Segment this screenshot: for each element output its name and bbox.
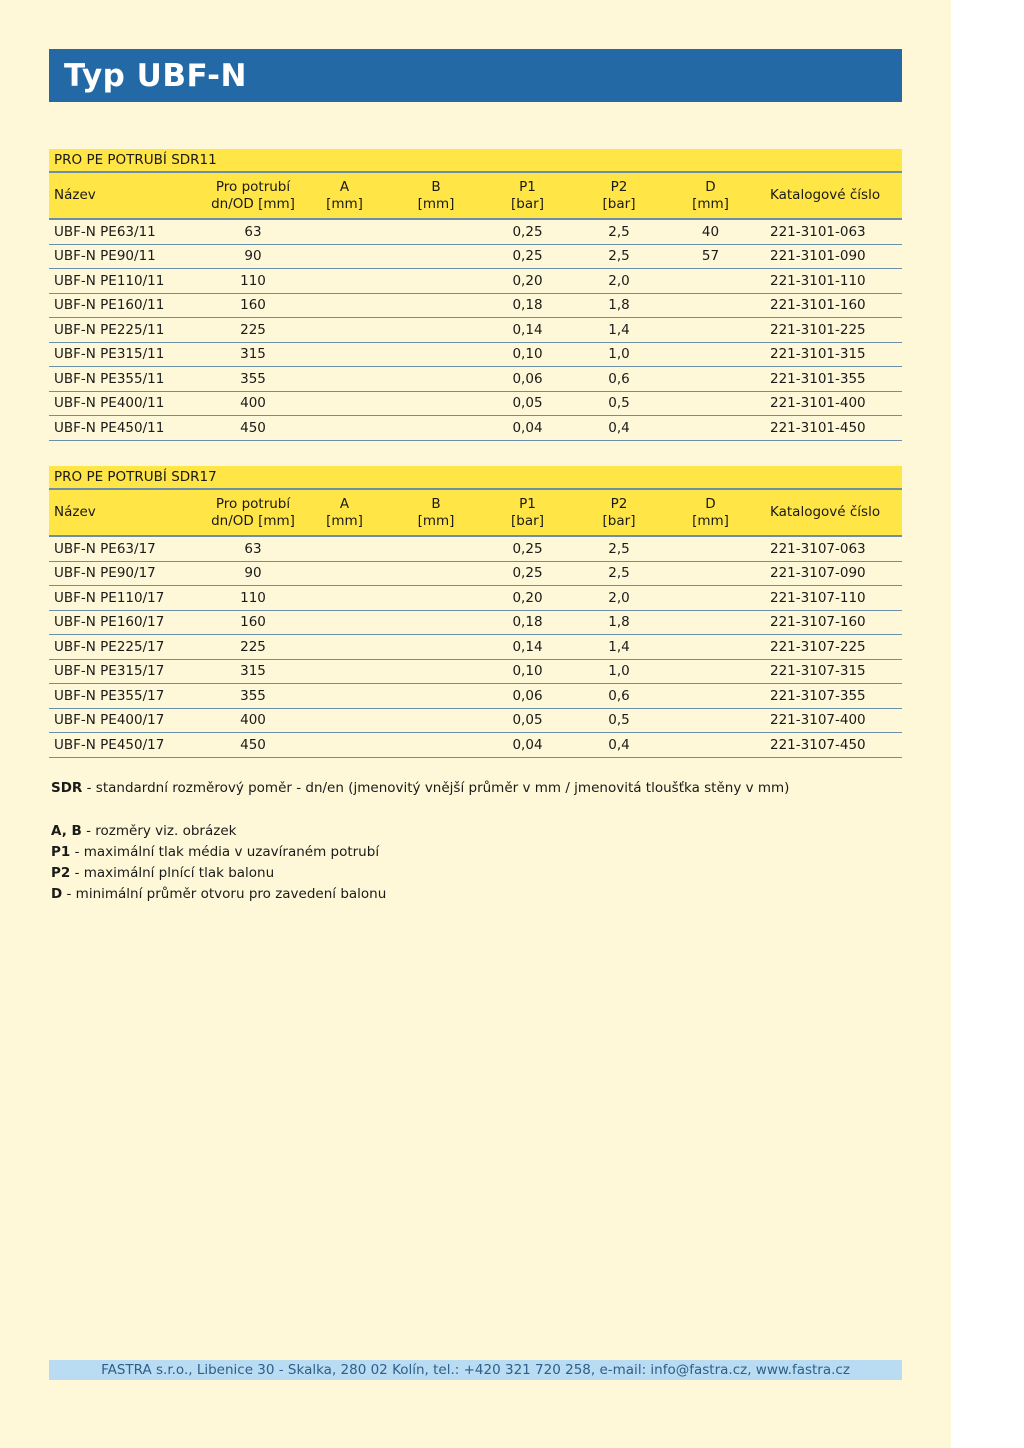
table-row xyxy=(49,343,902,368)
table-cell: 221-3107-110 xyxy=(770,589,866,606)
table-row xyxy=(49,392,902,417)
table-cell: UBF-N PE315/11 xyxy=(54,346,165,363)
table-row xyxy=(49,220,902,245)
column-header-line: [mm] xyxy=(692,512,729,529)
table-cell: UBF-N PE450/17 xyxy=(54,736,165,753)
legend-notes xyxy=(51,821,386,905)
table-cell: 90 xyxy=(244,248,262,265)
table-cell: 355 xyxy=(240,370,266,387)
column-header-line: [mm] xyxy=(417,195,455,212)
table-cell: 221-3101-400 xyxy=(770,395,866,412)
column-header-line: P2 xyxy=(610,495,628,512)
note-text: - maximální plnící tlak balonu xyxy=(70,865,275,881)
table-cell: 0,20 xyxy=(512,272,543,289)
table-cell: 225 xyxy=(240,638,266,655)
table-caption: PRO PE POTRUBÍ SDR11 xyxy=(49,149,902,173)
title-banner xyxy=(49,49,902,102)
table-cell: 0,10 xyxy=(512,663,543,680)
table-cell: 221-3101-355 xyxy=(770,370,866,387)
table-row xyxy=(49,611,902,636)
table-cell: 0,25 xyxy=(512,223,543,240)
note-term: A, B xyxy=(51,823,82,839)
table-cell: 160 xyxy=(240,614,266,631)
table-cell: 0,05 xyxy=(512,712,543,729)
note-text: - minimální průměr otvoru pro zavedení balonu xyxy=(62,886,387,902)
table-row xyxy=(49,684,902,709)
table-cell: 221-3107-160 xyxy=(770,614,866,631)
column-header-line: B xyxy=(431,495,441,512)
table-cell: 0,5 xyxy=(608,395,630,412)
table-cell: UBF-N PE225/11 xyxy=(54,321,165,338)
column-header-line: A xyxy=(339,178,350,195)
table-cell: 221-3101-225 xyxy=(770,321,866,338)
table-cell: UBF-N PE225/17 xyxy=(54,638,165,655)
column-header-line: [mm] xyxy=(326,512,363,529)
table-cell: UBF-N PE400/11 xyxy=(54,395,165,412)
column-header xyxy=(665,173,756,218)
table-cell: 90 xyxy=(244,565,262,582)
table-cell: 0,18 xyxy=(512,297,543,314)
table-cell: 221-3107-450 xyxy=(770,736,866,753)
column-header-line: [bar] xyxy=(602,195,636,212)
column-header xyxy=(390,490,482,535)
table-cell: 221-3101-160 xyxy=(770,297,866,314)
table-cell: 221-3101-063 xyxy=(770,223,866,240)
table-row xyxy=(49,294,902,319)
table-caption: PRO PE POTRUBÍ SDR17 xyxy=(49,466,902,490)
table-row xyxy=(49,586,902,611)
table-cell: 1,4 xyxy=(608,638,630,655)
table-cell: 0,04 xyxy=(512,419,543,436)
note-sdr xyxy=(51,778,789,799)
table-cell: 0,06 xyxy=(512,370,543,387)
legend-item xyxy=(51,842,386,863)
column-header-line: Katalogové číslo xyxy=(770,187,881,203)
table-row xyxy=(49,367,902,392)
column-header-line: [bar] xyxy=(602,512,636,529)
table-cell: 1,8 xyxy=(608,297,630,314)
table-cell: UBF-N PE315/17 xyxy=(54,663,165,680)
legend-item xyxy=(51,821,386,842)
table-cell: 63 xyxy=(244,223,262,240)
table-row xyxy=(49,635,902,660)
table-cell: 1,4 xyxy=(608,321,630,338)
table-cell: UBF-N PE63/17 xyxy=(54,540,156,557)
column-header-line: Název xyxy=(54,504,96,520)
table-cell: 221-3107-315 xyxy=(770,663,866,680)
table-cell: 221-3107-090 xyxy=(770,565,866,582)
note-term: P1 xyxy=(51,844,71,860)
page-title: Typ UBF-N xyxy=(64,57,247,94)
table-cell: 0,20 xyxy=(512,589,543,606)
table-cell: 40 xyxy=(701,223,720,240)
table-cell: UBF-N PE450/11 xyxy=(54,419,165,436)
table-cell: 0,25 xyxy=(512,248,543,265)
column-header-line: Katalogové číslo xyxy=(770,504,881,520)
column-header-line: Název xyxy=(54,187,96,203)
column-header xyxy=(207,173,299,218)
column-header xyxy=(482,490,573,535)
note-text: - rozměry viz. obrázek xyxy=(81,823,237,839)
table-sdr11 xyxy=(49,149,902,441)
table-cell: UBF-N PE110/11 xyxy=(54,272,165,289)
column-header-line: Pro potrubí xyxy=(215,495,291,512)
column-header-line: D xyxy=(705,495,716,512)
table-cell: 0,4 xyxy=(608,736,630,753)
note-text: - standardní rozměrový poměr - dn/en (jmenovitý vnější průměr v mm / jmenovitá tloušťka stěny v mm) xyxy=(82,780,790,796)
table-cell: 110 xyxy=(240,589,266,606)
table-cell: 221-3107-400 xyxy=(770,712,866,729)
table-cell: 221-3101-315 xyxy=(770,346,866,363)
table-sdr17 xyxy=(49,466,902,758)
column-header xyxy=(665,490,756,535)
table-cell: UBF-N PE400/17 xyxy=(54,712,165,729)
table-header xyxy=(49,490,902,537)
table-cell: 0,05 xyxy=(512,395,543,412)
note-term: D xyxy=(51,886,63,902)
table-cell: 221-3107-063 xyxy=(770,540,866,557)
note-term: P2 xyxy=(51,865,71,881)
table-cell: 0,6 xyxy=(608,370,630,387)
table-cell: 0,06 xyxy=(512,687,543,704)
table-cell: 221-3107-225 xyxy=(770,638,866,655)
table-cell: UBF-N PE160/17 xyxy=(54,614,165,631)
column-header xyxy=(49,173,207,218)
table-cell: 57 xyxy=(701,248,720,265)
table-row xyxy=(49,416,902,441)
column-header-line: D xyxy=(705,178,716,195)
table-header xyxy=(49,173,902,220)
column-header-line: [mm] xyxy=(417,512,455,529)
table-cell: 2,5 xyxy=(608,540,630,557)
table-cell: 2,5 xyxy=(608,248,630,265)
column-header-line: dn/OD [mm] xyxy=(211,195,295,212)
table-cell: 315 xyxy=(240,346,266,363)
legend-item xyxy=(51,884,386,905)
column-header xyxy=(756,490,902,535)
table-row xyxy=(49,660,902,685)
column-header xyxy=(207,490,299,535)
column-header-line: [bar] xyxy=(511,512,544,529)
column-header xyxy=(299,173,390,218)
table-cell: UBF-N PE63/11 xyxy=(54,223,156,240)
column-header-line: P1 xyxy=(519,495,536,512)
table-cell: 2,5 xyxy=(608,565,630,582)
table-cell: 221-3107-355 xyxy=(770,687,866,704)
column-header xyxy=(299,490,390,535)
table-cell: 0,04 xyxy=(512,736,543,753)
table-cell: 400 xyxy=(240,395,266,412)
column-header-line: B xyxy=(431,178,441,195)
table-cell: UBF-N PE160/11 xyxy=(54,297,165,314)
table-cell: 450 xyxy=(240,736,266,753)
table-row xyxy=(49,733,902,758)
table-cell: UBF-N PE355/11 xyxy=(54,370,165,387)
column-header-line: [mm] xyxy=(326,195,363,212)
table-row xyxy=(49,562,902,587)
note-term: SDR xyxy=(51,780,83,796)
column-header-line: [bar] xyxy=(511,195,544,212)
table-cell: 400 xyxy=(240,712,266,729)
table-cell: 0,14 xyxy=(512,321,543,338)
table-cell: 355 xyxy=(240,687,266,704)
table-cell: 0,6 xyxy=(608,687,630,704)
footer-contact: FASTRA s.r.o., Libenice 30 - Skalka, 280 02 Kolín, tel.: +420 321 720 258, e-mail: info@fastra.cz, www.fastra.cz xyxy=(49,1360,902,1380)
table-cell: 2,5 xyxy=(608,223,630,240)
table-cell: UBF-N PE110/17 xyxy=(54,589,165,606)
table-row xyxy=(49,245,902,270)
legend-item xyxy=(51,863,386,884)
table-cell: 1,8 xyxy=(608,614,630,631)
table-cell: 160 xyxy=(240,297,266,314)
table-row xyxy=(49,709,902,734)
column-header-line: P1 xyxy=(519,178,536,195)
column-header-line: [mm] xyxy=(692,195,729,212)
table-cell: 0,5 xyxy=(608,712,630,729)
table-cell: 0,10 xyxy=(512,346,543,363)
table-cell: 0,25 xyxy=(512,540,543,557)
table-cell: 1,0 xyxy=(608,663,630,680)
table-cell: 221-3101-450 xyxy=(770,419,866,436)
table-cell: 0,4 xyxy=(608,419,630,436)
column-header-line: P2 xyxy=(610,178,628,195)
column-header xyxy=(573,490,665,535)
column-header xyxy=(482,173,573,218)
table-cell: 2,0 xyxy=(608,272,630,289)
table-cell: 450 xyxy=(240,419,266,436)
column-header-line: Pro potrubí xyxy=(215,178,291,195)
table-cell: 315 xyxy=(240,663,266,680)
table-cell: 2,0 xyxy=(608,589,630,606)
table-cell: 110 xyxy=(240,272,266,289)
note-text: - maximální tlak média v uzavíraném potrubí xyxy=(70,844,380,860)
table-row xyxy=(49,269,902,294)
table-cell: 221-3101-110 xyxy=(770,272,866,289)
table-row xyxy=(49,537,902,562)
column-header xyxy=(756,173,902,218)
table-cell: UBF-N PE90/17 xyxy=(54,565,156,582)
table-cell: 0,25 xyxy=(512,565,543,582)
column-header xyxy=(49,490,207,535)
table-row xyxy=(49,318,902,343)
column-header-line: dn/OD [mm] xyxy=(211,512,295,529)
table-cell: UBF-N PE355/17 xyxy=(54,687,165,704)
column-header xyxy=(573,173,665,218)
column-header-line: A xyxy=(339,495,350,512)
table-cell: 63 xyxy=(244,540,262,557)
table-cell: 1,0 xyxy=(608,346,630,363)
table-cell: UBF-N PE90/11 xyxy=(54,248,156,265)
table-cell: 0,14 xyxy=(512,638,543,655)
table-cell: 225 xyxy=(240,321,266,338)
column-header xyxy=(390,173,482,218)
table-cell: 221-3101-090 xyxy=(770,248,866,265)
table-cell: 0,18 xyxy=(512,614,543,631)
